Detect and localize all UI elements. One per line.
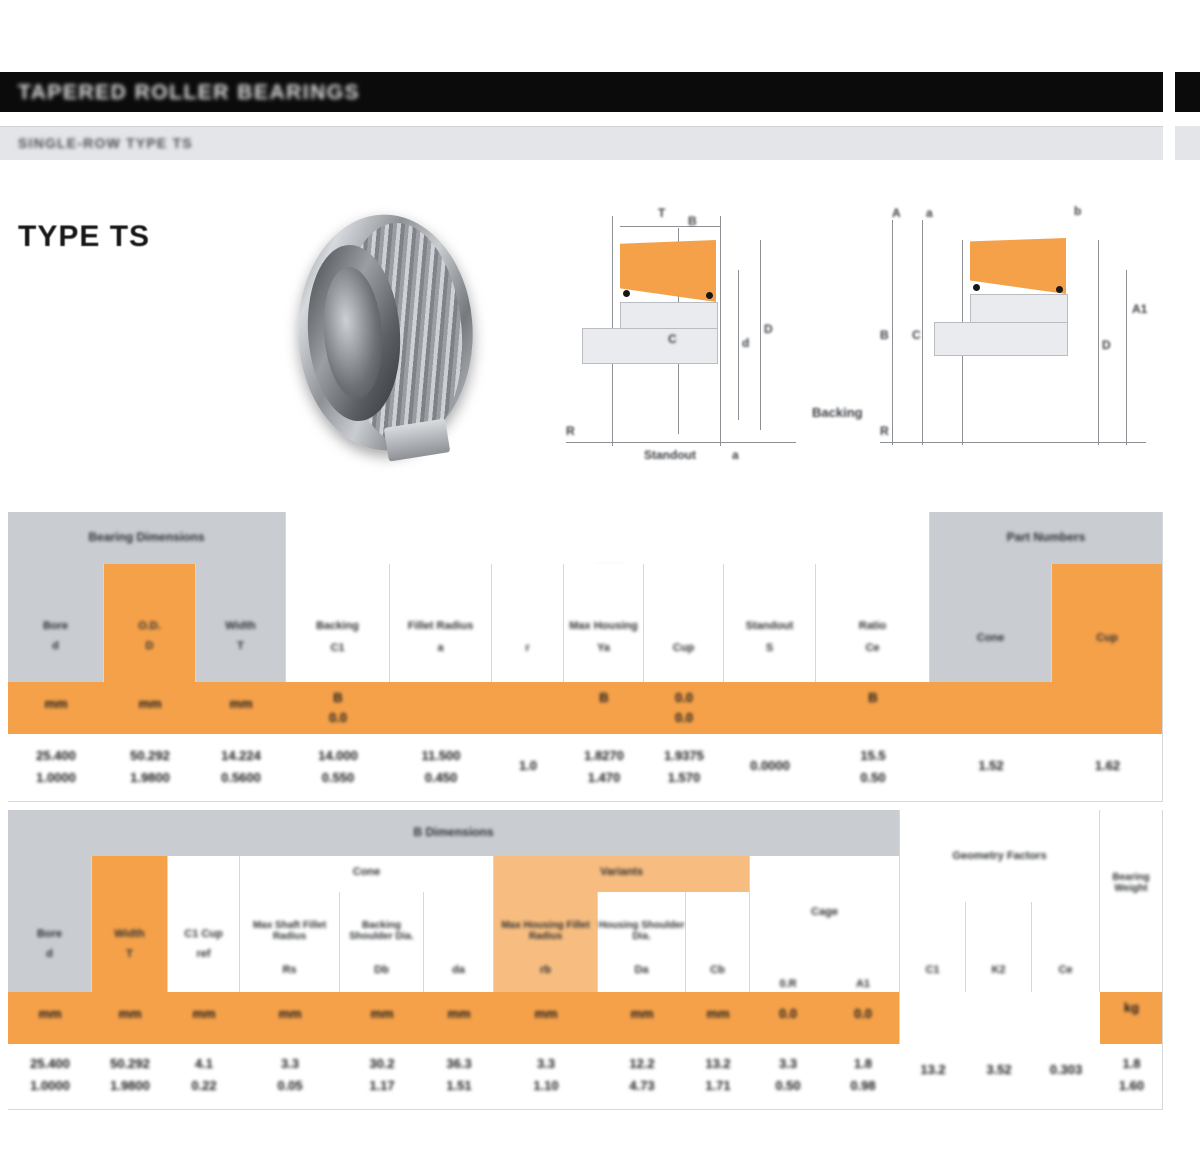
t2-val-geom-ce: 0.303 [1049,1062,1083,1077]
t1-val-cup-top: 1.9375 [664,748,704,763]
t2-val-rb-bot: 1.10 [533,1078,559,1093]
t1-val-ya-top: 1.8270 [584,748,624,763]
t1-val-a-bot: 0.450 [424,770,458,785]
t1-unit-maxhousing: B [599,690,609,705]
t1-unit-ratio: B [868,690,878,705]
t1-unit-bore: mm [44,696,68,711]
t2-unit-rs: mm [278,1006,302,1021]
t1-val-a-top: 11.500 [421,748,461,763]
t2-unit-width: mm [118,1006,142,1021]
t2-col-cage-sym2: A1 [855,978,871,990]
t2-subgroup-cone: Cone [240,856,494,892]
t2-val-cb-top: 13.2 [705,1056,731,1071]
t1-col-fillet: Fillet Radius a [390,564,492,682]
t2-col-housingfillet: Max Housing Fillet Radius rb [494,892,598,992]
banner [0,72,1163,112]
t1-val-width-bot: 0.5600 [221,770,261,785]
t1-col-r: r [492,564,564,682]
t2-val-dha-bot: 4.73 [629,1078,655,1093]
cone-fill-left [620,240,716,302]
banner-right-edge [1175,72,1200,112]
t2-unit-cb: mm [706,1006,730,1021]
t2-data-row [8,1044,1163,1110]
t2-val-db-top: 30.2 [369,1056,395,1071]
t2-val-cage2-bot: 0.98 [850,1078,876,1093]
t2-unit-cage1: 0.0 [778,1006,798,1021]
t1-unit-backing: B [333,690,343,705]
t2-val-cage1-bot: 0.50 [775,1078,801,1093]
banner-title: TAPERED ROLLER BEARINGS [18,81,361,104]
subtitle-bar [0,126,1163,162]
t2-col-backingshoulder: Backing Shoulder Dia. Db [340,892,424,992]
t2-col-geom-k2: K2 [966,902,1032,992]
t2-col-geom-c1: C1 [900,902,966,992]
t1-col-standout: Standout S [724,564,816,682]
t2-col-da: da [424,892,494,992]
t2-val-bore-bot: 1.0000 [30,1078,70,1093]
t1-col-od: O.D. D [104,564,196,682]
t2-unit-dha: mm [630,1006,654,1021]
diagram-note: Backing [812,405,863,420]
t2-unit-cage2: 0.0 [853,1006,873,1021]
t1-col-ratio: Ratio Ce [816,564,930,682]
subtitle-right-edge [1175,126,1200,160]
t2-col-shaftfillet: Max Shaft Fillet Radius Rs [240,892,340,992]
t2-subgroup-variants: Variants [494,856,750,892]
bearing-photo [290,205,490,460]
cross-section-diagram-right: A a b A1 B C D R [870,210,1160,460]
t2-val-cage2-top: 1.8 [853,1056,873,1071]
t2-val-weight-top: 1.8 [1122,1056,1141,1071]
t2-group-bdimensions: B Dimensions [8,810,900,856]
t1-val-ya-bot: 1.470 [587,770,621,785]
t1-val-backing-top: 14.000 [318,748,358,763]
hero-section [0,160,1200,505]
t1-group-middle [286,512,930,564]
t2-col-width: Width T [92,856,168,992]
t2-val-width-bot: 1.9800 [110,1078,150,1093]
t2-col-bore: Bore d [8,856,92,992]
t1-group-dimensions: Bearing Dimensions [8,512,286,564]
t2-unit-da: mm [447,1006,471,1021]
t2-val-bore-top: 25.400 [30,1056,70,1071]
t2-val-rb-top: 3.3 [536,1056,556,1071]
cone-body-right [934,322,1068,356]
t2-val-rs-bot: 0.05 [277,1078,303,1093]
t2-val-da-bot: 1.51 [446,1078,472,1093]
t1-val-cup-pn: 1.62 [1094,758,1121,773]
t1-val-r: 1.0 [518,758,538,773]
t1-unit-cup: 0.0 [674,690,694,705]
t2-group-geometry: Geometry Factors [900,810,1100,902]
t1-unit-width: mm [229,696,253,711]
t2-val-geom-c1: 13.2 [920,1062,946,1077]
t1-col-bore: Bore d [8,564,104,682]
table1-right-edge [1175,512,1200,802]
t1-col-width: Width T [196,564,286,682]
cone-fill-right [970,238,1066,294]
t2-col-c1: C1 Cup ref [168,856,240,992]
t2-val-db-bot: 1.17 [369,1078,395,1093]
cone-body-left [582,328,718,364]
t2-col-weight [1100,902,1163,992]
t2-unit-rb: mm [534,1006,558,1021]
page-title: TYPE TS [18,220,151,253]
t2-unit-bore: mm [38,1006,62,1021]
t2-val-cage1-top: 3.3 [778,1056,798,1071]
t1-unit-od: mm [138,696,162,711]
t2-col-housingshoulder: Housing Shoulder Dia. Da [598,892,686,992]
t2-col-geom-ce: Ce [1032,902,1100,992]
t2-val-c1-top: 4.1 [194,1056,214,1071]
cross-section-diagram-left: T B D d C R Standout a [560,210,810,460]
t2-val-da-top: 36.3 [446,1056,472,1071]
page-right-margin [1163,0,1175,1165]
t2-val-geom-k2: 3.52 [986,1062,1012,1077]
t2-col-cage: Cage [750,856,900,992]
t2-val-weight-bot: 1.60 [1118,1078,1145,1093]
subtitle-text: SINGLE-ROW TYPE TS [18,135,193,151]
t1-val-od-top: 50.292 [130,748,170,763]
t1-val-backing-bot: 0.550 [321,770,355,785]
t2-val-c1-bot: 0.22 [191,1078,217,1093]
t1-val-ce-bot: 0.50 [860,770,886,785]
t2-val-dha-top: 12.2 [629,1056,655,1071]
t1-col-maxhousing: Max Housing Ya [564,564,644,682]
t2-val-width-top: 50.292 [110,1056,150,1071]
t2-val-rs-top: 3.3 [280,1056,300,1071]
t2-val-cb-bot: 1.71 [705,1078,731,1093]
t1-col-backing: Backing C1 [286,564,390,682]
t1-val-od-bot: 1.9800 [130,770,170,785]
t1-group-partnumbers: Part Numbers [930,512,1163,564]
t2-unit-weight: kg [1123,1000,1140,1015]
t1-unit-backing2: 0.0 [328,710,348,725]
t1-val-width-top: 14.224 [221,748,261,763]
t2-col-cb: Cb [686,892,750,992]
t2-group-weight: Bearing Weight [1100,810,1163,902]
t1-col-cup: Cup [644,564,724,682]
t2-unit-c1: mm [192,1006,216,1021]
t1-col-cup-pn: Cup [1052,564,1163,682]
t1-val-cup-bot: 1.570 [667,770,701,785]
t1-unit-cup2: 0.0 [674,710,694,725]
t1-val-s: 0.0000 [750,758,790,773]
t1-val-bore-bot: 1.0000 [36,770,76,785]
t2-unit-db: mm [370,1006,394,1021]
t1-val-bore-top: 25.400 [36,748,76,763]
t1-col-cone-pn: Cone [930,564,1052,682]
t1-val-cone-pn: 1.52 [978,758,1004,773]
t2-col-cage-sym1: 0.R [779,978,797,990]
t1-val-ce-top: 15.5 [860,748,886,763]
